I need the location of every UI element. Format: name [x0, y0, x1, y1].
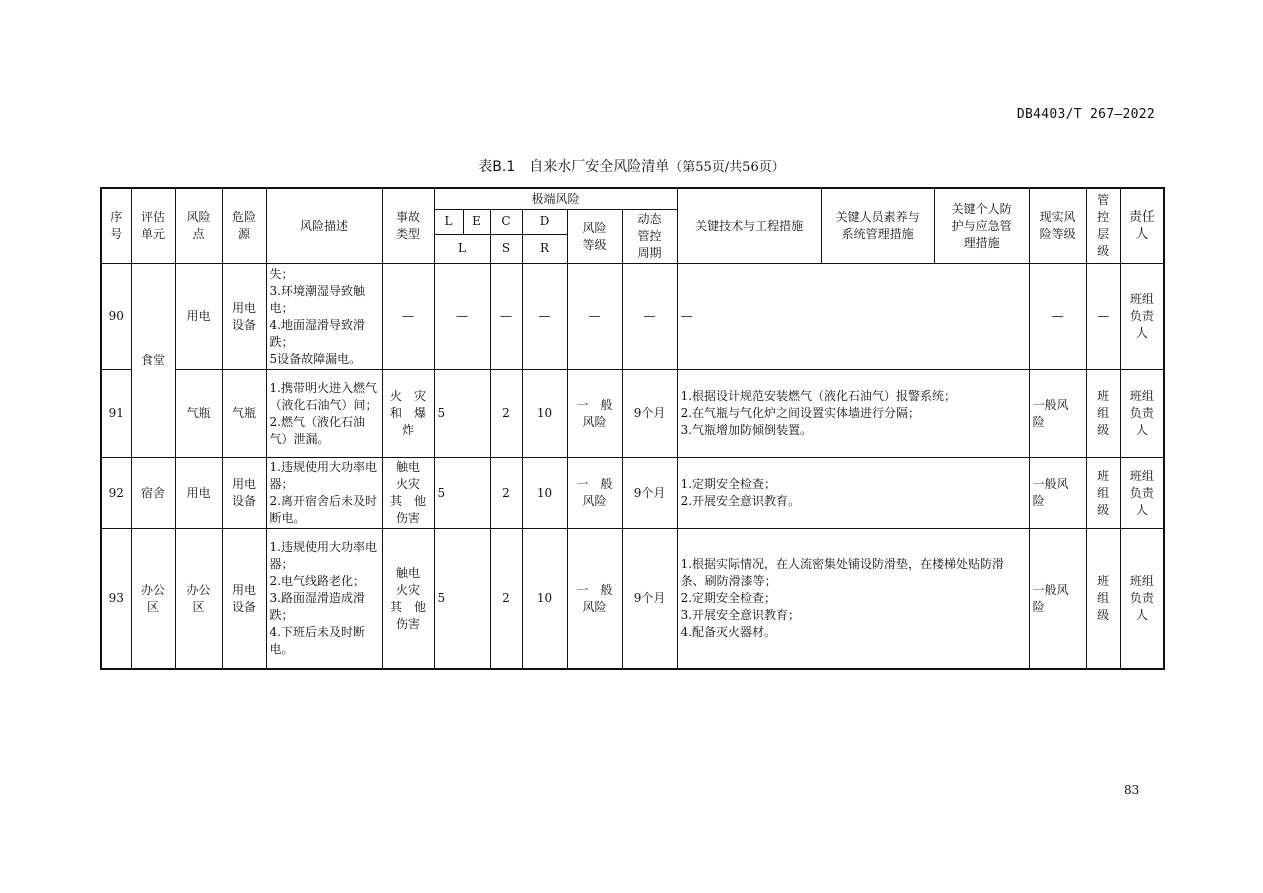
cell-control-level: 班 组 级: [1086, 458, 1120, 529]
header-accident-type: 事故 类型: [382, 188, 434, 264]
cell-unit: 食堂: [131, 264, 175, 458]
cell-L: —: [434, 264, 490, 370]
cell-L: 5: [434, 370, 490, 458]
cell-real-level: 一般风 险: [1029, 370, 1086, 458]
cell-accident: 火 灾 和 爆 炸: [382, 370, 434, 458]
cell-seq: 93: [101, 529, 131, 670]
cell-responsible: 班组 负责 人: [1120, 264, 1164, 370]
header-extreme-risk: 极端风险: [434, 188, 677, 210]
header-L2: L: [434, 234, 490, 263]
cell-seq: 90: [101, 264, 131, 370]
cell-source: 用电 设备: [222, 458, 266, 529]
cell-measures: 1.定期安全检查； 2.开展安全意识教育。: [677, 458, 1029, 529]
cell-measures: —: [677, 264, 1029, 370]
cell-unit: 宿舍: [131, 458, 175, 529]
cell-cycle: 9个月: [622, 370, 677, 458]
header-control-level: 管 控 层 级: [1086, 188, 1120, 264]
cell-accident: 触电 火灾 其 他 伤害: [382, 458, 434, 529]
header-mgmt-measures: 关键人员素养与 系统管理措施: [821, 188, 934, 264]
cell-cycle: —: [622, 264, 677, 370]
header-assessment-unit: 评估 单元: [131, 188, 175, 264]
cell-measures: 1.根据设计规范安装燃气（液化石油气）报警系统； 2.在气瓶与气化炉之间设置实体墙进行分隔； 3.气瓶增加防倾倒装置。: [677, 370, 1029, 458]
cell-real-level: —: [1029, 264, 1086, 370]
cell-R: —: [522, 264, 567, 370]
cell-control-level: —: [1086, 264, 1120, 370]
cell-real-level: 一般风 险: [1029, 529, 1086, 670]
cell-S: 2: [490, 458, 522, 529]
cell-description: 1.携带明火进入燃气（液化石油气）间； 2.燃气（液化石油气）泄漏。: [266, 370, 382, 458]
cell-source: 用电 设备: [222, 264, 266, 370]
cell-control-level: 班 组 级: [1086, 529, 1120, 670]
cell-cycle: 9个月: [622, 458, 677, 529]
table-title-page-range: （第55页/共56页）: [669, 160, 785, 175]
cell-source: 气瓶: [222, 370, 266, 458]
header-control-cycle: 动态 管控 周期: [622, 210, 677, 264]
header-L: L: [434, 210, 463, 235]
header-risk-grade: 风险 等级: [567, 210, 622, 264]
risk-table: [100, 187, 1165, 670]
header-responsible: 责任 人: [1120, 188, 1164, 264]
cell-seq: 91: [101, 370, 131, 458]
cell-control-level: 班 组 级: [1086, 370, 1120, 458]
table-title: [0, 156, 1263, 176]
header-S: S: [490, 234, 522, 263]
cell-real-level: 一般风 险: [1029, 458, 1086, 529]
header-risk-description: 风险描述: [266, 188, 382, 264]
document-code: DB4403/T 267—2022: [1016, 107, 1155, 122]
table-row: [101, 264, 1164, 370]
cell-seq: 92: [101, 458, 131, 529]
cell-grade: 一 般 风险: [567, 458, 622, 529]
cell-description: 1.违规使用大功率电器； 2.离开宿舍后未及时断电。: [266, 458, 382, 529]
cell-R: 10: [522, 458, 567, 529]
header-C: C: [490, 210, 522, 235]
cell-grade: 一 般 风险: [567, 370, 622, 458]
table-title-main: 表B.1 自来水厂安全风险清单: [478, 159, 670, 175]
header-protection-measures: 关键个人防 护与应急管 理措施: [934, 188, 1029, 264]
header-real-risk-level: 现实风 险等级: [1029, 188, 1086, 264]
page-number: 83: [1124, 783, 1140, 797]
cell-accident: 触电 火灾 其 他 伤害: [382, 529, 434, 670]
cell-responsible: 班组 负责 人: [1120, 529, 1164, 670]
cell-grade: 一 般 风险: [567, 529, 622, 670]
header-seq: 序 号: [101, 188, 131, 264]
cell-R: 10: [522, 529, 567, 670]
cell-S: 2: [490, 370, 522, 458]
table-row: [101, 529, 1164, 670]
cell-responsible: 班组 负责 人: [1120, 370, 1164, 458]
table-row: [101, 370, 1164, 458]
cell-point: 办公 区: [175, 529, 222, 670]
cell-point: 气瓶: [175, 370, 222, 458]
cell-description: 1.违规使用大功率电器； 2.电气线路老化； 3.路面湿滑造成滑跌； 4.下班后未及时断电。: [266, 529, 382, 670]
cell-source: 用电 设备: [222, 529, 266, 670]
cell-point: 用电: [175, 264, 222, 370]
cell-accident: —: [382, 264, 434, 370]
cell-S: —: [490, 264, 522, 370]
cell-cycle: 9个月: [622, 529, 677, 670]
cell-measures: 1.根据实际情况，在人流密集处铺设防滑垫，在楼梯处贴防滑条、刷防滑漆等； 2.定期安全检查； 3.开展安全意识教育； 4.配备灭火器材。: [677, 529, 1029, 670]
cell-responsible: 班组 负责 人: [1120, 458, 1164, 529]
header-D: D: [522, 210, 567, 235]
header-R: R: [522, 234, 567, 263]
cell-unit: 办公 区: [131, 529, 175, 670]
table-row: [101, 458, 1164, 529]
cell-L: 5: [434, 529, 490, 670]
header-tech-measures: 关键技术与工程措施: [677, 188, 821, 264]
header-hazard-source: 危险 源: [222, 188, 266, 264]
cell-point: 用电: [175, 458, 222, 529]
cell-R: 10: [522, 370, 567, 458]
header-E: E: [463, 210, 490, 235]
cell-S: 2: [490, 529, 522, 670]
cell-L: 5: [434, 458, 490, 529]
cell-description: 失； 3.环境潮湿导致触电； 4.地面湿滑导致滑跌； 5设备故障漏电。: [266, 264, 382, 370]
cell-grade: —: [567, 264, 622, 370]
header-risk-point: 风险 点: [175, 188, 222, 264]
